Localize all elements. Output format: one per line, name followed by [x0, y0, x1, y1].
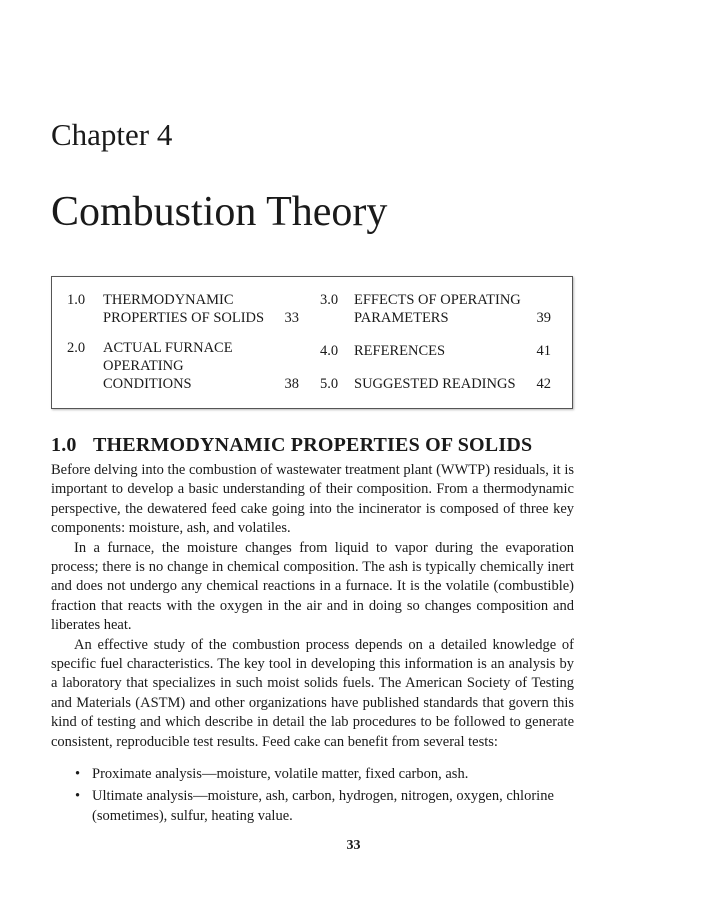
page-number: 33 — [346, 838, 361, 853]
bullet-list — [51, 765, 574, 829]
list-item — [51, 787, 574, 826]
toc-item-number: 3.0 — [320, 292, 339, 308]
toc-item-number: 4.0 — [320, 343, 339, 359]
list-item-text: Proximate analysis—moisture, volatile matter, fixed carbon, ash. — [92, 766, 469, 782]
toc-item-title: EFFECTS OF OPERATING PARAMETERS — [354, 292, 521, 326]
paragraph: In a furnace, the moisture changes from liquid to vapor during the evaporation process; there is no change in chemical composition. The ash is typically chemically inert and does not undergo any chemical reactions in a furnace. It is the volatile (combustible) fraction that reacts with the oxygen in the air and in doing so changes composition and liberates heat. — [51, 539, 574, 634]
toc-item-title: THERMODYNAMIC PROPERTIES OF SOLIDS — [103, 292, 265, 326]
toc-item-number: 2.0 — [67, 340, 86, 356]
chapter-title: Combustion Theory — [51, 189, 388, 235]
bullet-icon: • — [75, 788, 81, 805]
toc-item-title: ACTUAL FURNACE OPERATING CONDITIONS — [103, 340, 233, 392]
list-item-text: Ultimate analysis—moisture, ash, carbon, hydrogen, nitrogen, oxygen, chlorine (sometimes), sulfur, heating value. — [92, 788, 554, 824]
toc-item-page: 41 — [536, 343, 551, 359]
section-number: 1.0 — [51, 434, 77, 456]
paragraph: An effective study of the combustion process depends on a detailed knowledge of specific fuel characteristics. The key tool in developing this information is an analysis by a laboratory that specializes in such moist solids fuels. The American Society of Testing and Materials (ASTM) and other organizations have published standards that govern this kind of testing and which describe in detail the lab procedures to be followed to generate consistent, reproducible test results. Feed cake can benefit from several tests: — [51, 636, 574, 750]
list-item — [51, 765, 574, 784]
paragraph: Before delving into the combustion of wastewater treatment plant (WWTP) residuals, it is important to develop a basic understanding of their composition. From a thermodynamic perspective, the dewatered feed cake going into the incinerator is composed of three key components: moisture, ash, and volatiles. — [51, 462, 574, 537]
toc-item-page: 39 — [536, 310, 551, 326]
toc-item-page: 42 — [536, 376, 551, 392]
body-text — [51, 461, 574, 752]
section-title: THERMODYNAMIC PROPERTIES OF SOLIDS — [93, 434, 533, 456]
bullet-icon: • — [75, 766, 81, 782]
chapter-label: Chapter 4 — [51, 117, 173, 152]
toc-item-title: SUGGESTED READINGS — [354, 376, 516, 392]
section-heading — [51, 433, 532, 457]
toc-item-number: 5.0 — [320, 376, 339, 392]
toc-item-page: 33 — [284, 310, 299, 326]
toc-item-title: REFERENCES — [354, 343, 446, 359]
toc-item-page: 38 — [284, 376, 299, 392]
table-of-contents — [51, 276, 573, 409]
toc-item-number: 1.0 — [67, 292, 86, 308]
